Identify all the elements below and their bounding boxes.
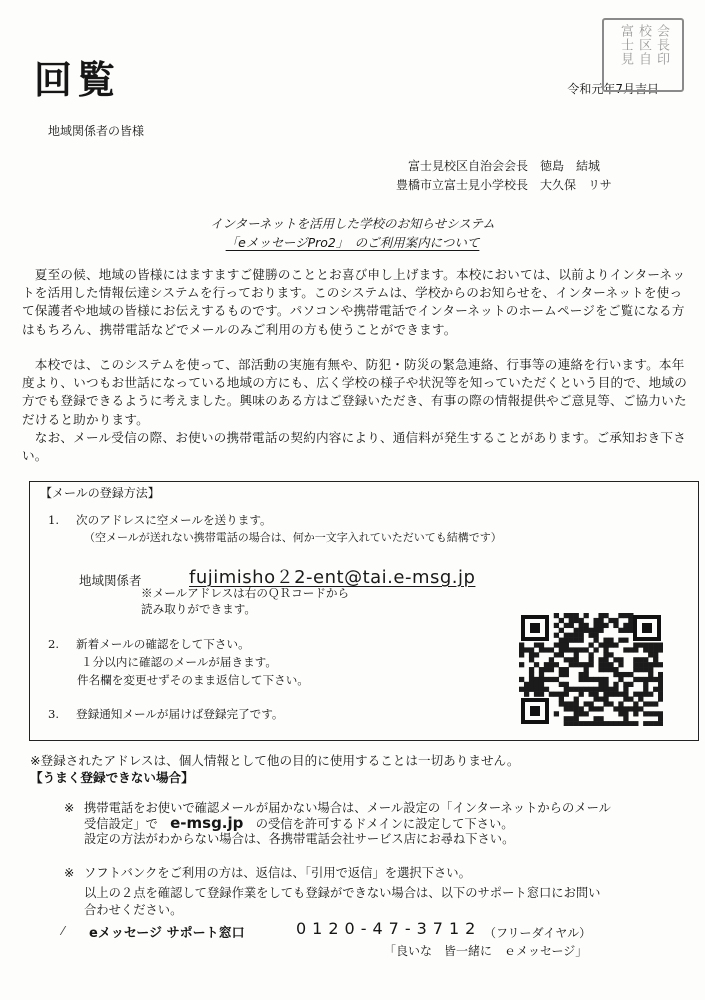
body-paragraph-1: 夏至の候、地域の皆様にはますますご健勝のこととお喜び申し上げます。本校においては、以前よりインターネットを活用した情報伝達システムを行っております。このシステムは、学校からのお知らせを、インターネットを使って保護者や地域の皆様にお伝えするものです。パソコンや携帯電話でインターネットのホームページをご覧になる方はもちろん、携帯電話などでメールのみご利用の方も使うことができます。 <box>22 267 686 337</box>
slogan: 「良いな 皆一緒に ｅメッセージ」 <box>384 944 588 958</box>
qr-code-icon <box>519 613 663 726</box>
privacy-note: ※登録されたアドレスは、個人情報として他の目的に使用することは一切ありません。 <box>30 753 520 768</box>
pen-mark-icon: ⁄ <box>62 924 65 938</box>
step-1-text: 次のアドレスに空メールを送ります。 <box>76 513 272 527</box>
body-paragraph-2: 本校では、このシステムを使って、部活動の実施有無や、防犯・防災の緊急連絡、行事等の連絡を行います。本年度より、いつもお世話になっている地域の方にも、広く学校の様子や状況等を知っていただくという目的で、地域の方でも登録できるように考えました。興味のある方はご登録いただき、有事の際の情報提供やご意見等、ご協力いただけると助かります。 <box>22 357 688 427</box>
sender-line-1: 富士見校区自治会会長 徳島 結城 <box>408 159 601 173</box>
note-2-line-2: 以上の２点を確認して登録作業をしても登録ができない場合は、以下のサポート窓口にお問い <box>84 886 601 900</box>
subtitle-line-2: 「eメッセージPro2」 のご利用案内について <box>225 235 480 250</box>
trouble-header: 【うまく登録できない場合】 <box>30 770 194 785</box>
step-2-sub-1: １分以内に確認のメールが届きます。 <box>81 655 277 669</box>
registration-email-link[interactable]: fujimisho２2-ent@tai.e-msg.jp <box>189 567 476 588</box>
note-1-line-2 <box>84 816 514 833</box>
note-2-line-3: 合わせください。 <box>84 903 183 917</box>
note-2-line-1: ソフトバンクをご利用の方は、返信は、「引用で返信」を選択下さい。 <box>84 866 471 880</box>
area-label: 地域関係者 <box>79 573 142 588</box>
note-1-line-1: 携帯電話をお使いで確認メールが届かない場合は、メール設定の「インターネットからのメール <box>84 801 611 815</box>
stamp-col-1: 富士見 <box>618 24 633 66</box>
step-1-note: （空メールが送れない携帯電話の場合は、何か一文字入れていただいても結構です） <box>84 531 502 544</box>
note-1-mark: ※ <box>64 801 75 815</box>
page-title: 回覧 <box>34 57 121 102</box>
registration-header: 【メールの登録方法】 <box>40 486 160 500</box>
subtitle-line-1: インターネットを活用した学校のお知らせシステム <box>210 216 495 231</box>
stamp-col-3: 会長印 <box>654 24 669 66</box>
step-2-text: 新着メールの確認をして下さい。 <box>76 637 250 651</box>
support-freedial: （フリーダイヤル） <box>484 926 592 940</box>
stamp-col-2: 校区自 <box>636 24 651 66</box>
support-label: eメッセージ サポート窓口 <box>89 926 245 941</box>
domain-name: e-msg.jp <box>170 814 244 832</box>
issue-date: 令和元年7月吉日 <box>567 82 659 96</box>
body-paragraph-3: なお、メール受信の際、お使いの携帯電話の契約内容により、通信料が発生することがあります。ご承知おき下さい。 <box>22 430 687 464</box>
note-1-line-2b: の受信を許可するドメインに設定して下さい。 <box>255 817 514 831</box>
step-2-sub-2: 件名欄を変更せずそのまま返信して下さい。 <box>77 673 309 687</box>
qr-note-line-2: 読み取りができます。 <box>141 602 257 616</box>
step-3-text: 登録通知メールが届けば登録完了です。 <box>76 707 284 721</box>
subtitle-line-2-wrap <box>0 233 705 251</box>
note-2-mark: ※ <box>64 866 75 880</box>
support-phone: 0120-47-3712 <box>296 919 482 938</box>
note-1-line-2a: 受信設定」で <box>84 817 158 831</box>
qr-note-line-1: ※メールアドレスは右のＱＲコードから <box>141 586 350 600</box>
step-2-number: 2. <box>48 637 60 651</box>
addressee: 地域関係者の皆様 <box>48 124 145 138</box>
seal-stamp <box>602 18 684 92</box>
step-3-number: 3. <box>48 707 60 721</box>
step-1-number: 1. <box>48 513 60 527</box>
sender-line-2: 豊橋市立富士見小学校長 大久保 リサ <box>396 178 612 192</box>
note-1-line-3: 設定の方法がわからない場合は、各携帯電話会社サービス店にお尋ね下さい。 <box>84 832 515 846</box>
